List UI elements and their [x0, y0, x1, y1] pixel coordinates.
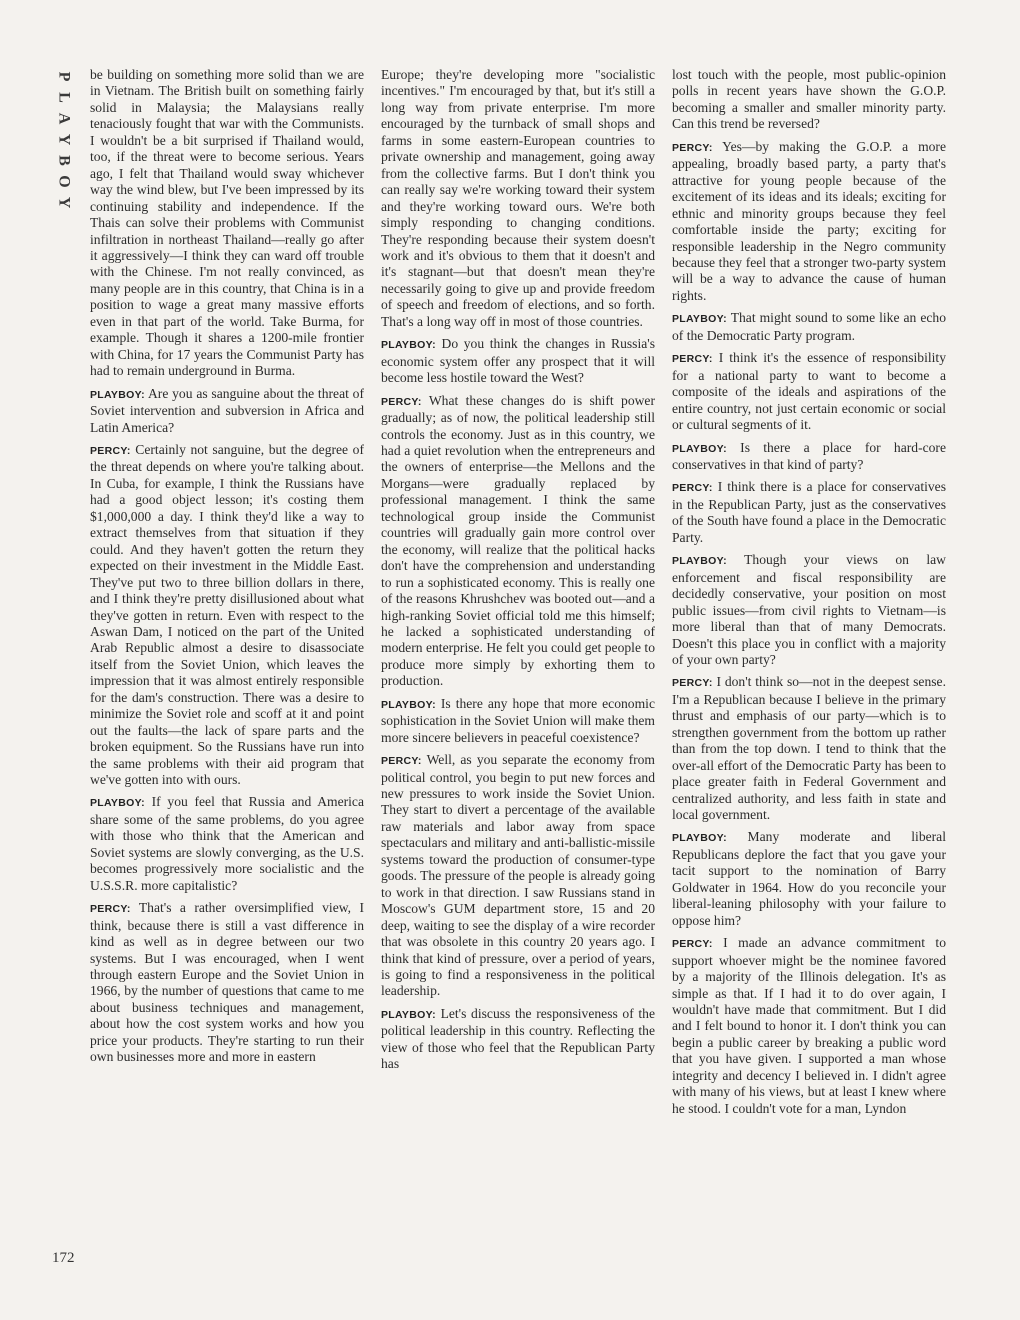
paragraph-text: Let's discuss the responsiveness of the political leadership in this country. Reflecting the view of those who feel that the Republican Party has	[381, 1005, 655, 1072]
speaker-label: PLAYBOY:	[672, 313, 727, 326]
paragraph-text: Many moderate and liberal Republicans deplore the fact that you gave your tacit support to the nomination of Barry Goldwater in 1964. How do you reconcile your liberal-leaning philosophy with your failure to oppose him?	[672, 829, 946, 928]
paragraph	[90, 386, 364, 436]
speaker-label: PERCY:	[381, 755, 422, 768]
paragraph-text: be building on something more solid than we are in Vietnam. The British built on something fairly solid in Malaysia; the Malaysians really tenaciously fought that war with the Communists. I wouldn't be a bit surprised if Thailand would, too, if the threat were to become serious. Years ago, I felt that Thailand would sway whichever way the wind blew, but I've been impressed by its continuing stability and independence. If the Thais can solve their problems with Communist infiltration in northeast Thailand—really go after it aggressively—I think they can ward off trouble with the Chinese. I'm not really convinced, as many people are in this country, that China is in a position to wage a great many massive efforts even in that part of the world. Take Burma, for example. Though it shares a 1200-mile frontier with China, for 17 years the Communist Party has had to remain underground in Burma.	[90, 67, 364, 379]
paragraph-text: That might sound to some like an echo of the Democratic Party program.	[672, 310, 946, 343]
paragraph	[672, 350, 946, 433]
paragraph-text: Certainly not sanguine, but the degree of the threat depends on where you're talking about. In Cuba, for example, I think the Russians have had a good object lesson; it's costing them $1,000,000 a day. I think they'd like a way to extract themselves from that situation if they could. And they haven't gotten the return they expected on their investment in the Middle East. They've put two to three billion dollars in there, and I think they're pretty disillusioned about what they've gotten in return. Even with respect to the Aswan Dam, I noticed on the part of the United Arab Republic almost a desire to disassociate itself from the Soviet Union, which leaves the impression that it was almost entirely responsible for the dam's construction. There was a desire to minimize the Soviet role and scoff at it and point out the faults—the lack of spare parts and the broken equipment. So the Russians have run into the same problems with their aid program that we've gotten into with ours.	[90, 441, 364, 788]
paragraph	[381, 336, 655, 386]
paragraph-text: Yes—by making the G.O.P. a more appealing, broadly based party, a party that's attractive for young people because of the excitement of its ideas and its ideals; exciting for ethnic and minority groups because they feel comfortable inside the party; exciting for responsible leadership in the Negro community because they feel that a stronger two-party system will be a way to advance the cause of human rights.	[672, 138, 946, 303]
paragraph	[381, 393, 655, 690]
paragraph-text: If you feel that Russia and America share some of the same problems, do you agree with those who think that the American and Soviet systems are slowly converging, as the U.S. becomes progressively more socialistic and the U.S.S.R. more capitalistic?	[90, 794, 364, 893]
paragraph-text: That's a rather oversimplified view, I think, because there is still a vast difference in kind as well as in degree between our two systems. But I was encouraged, when I went through eastern Europe and the Soviet Union in 1966, by the number of questions that came to me about business techniques and management, about how the cost system works and how you price your products. They're starting to run their own businesses more and more in eastern	[90, 900, 364, 1065]
speaker-label: PLAYBOY:	[90, 388, 145, 401]
paragraph	[672, 674, 946, 823]
paragraph	[672, 552, 946, 668]
paragraph	[672, 440, 946, 474]
paragraph	[90, 442, 364, 789]
paragraph-text: Are you as sanguine about the threat of Soviet intervention and subversion in Africa and Latin America?	[90, 385, 364, 435]
text-column-2	[381, 67, 655, 1272]
paragraph-text: I made an advance commitment to support whoever might be the nominee favored by a majority of the Illinois delegation. It's as simple as that. If I had it to do over again, I wouldn't have made that commitment. But I did and I felt bound to honor it. I don't think you can begin a public career by breaking a public word that you have given. I supported a man whose integrity and decency I believed in. I didn't agree with many of his views, but at least I knew where he stood. I couldn't vote for a man, Lyndon	[672, 935, 946, 1116]
magazine-title-letter: Y	[55, 133, 73, 146]
speaker-label: PERCY:	[672, 141, 713, 154]
paragraph-text: lost touch with the people, most public-opinion polls in recent years have shown the G.O.P. becoming a smaller and smaller minority party. Can this trend be reversed?	[672, 67, 946, 132]
paragraph-text: I think there is a place for conservatives in the Republican Party, just as the conservatives of the South have found a place in the Democratic Party.	[672, 479, 946, 545]
paragraph	[672, 67, 946, 133]
speaker-label: PERCY:	[672, 677, 713, 690]
magazine-title-letter: P	[55, 71, 73, 82]
magazine-title-letter: A	[55, 112, 73, 125]
paragraph-text: Is there a place for hard-core conservatives in that kind of party?	[672, 439, 946, 472]
speaker-label: PLAYBOY:	[381, 339, 436, 352]
paragraph-text: Though your views on law enforcement and fiscal responsibility are decidedly conservative, your position on most public issues—from civil rights to Vietnam—is more liberal than that of many Democrats. Doesn't this place you in conflict with a majority of your own party?	[672, 552, 946, 667]
speaker-label: PLAYBOY:	[381, 698, 436, 711]
paragraph	[381, 696, 655, 746]
page-number: 172	[52, 1250, 75, 1266]
paragraph	[381, 752, 655, 1000]
speaker-label: PERCY:	[672, 938, 713, 951]
paragraph	[90, 900, 364, 1066]
magazine-title-letter: O	[55, 175, 73, 188]
paragraph	[90, 794, 364, 894]
speaker-label: PERCY:	[672, 482, 713, 495]
speaker-label: PLAYBOY:	[672, 555, 727, 568]
speaker-label: PERCY:	[672, 353, 713, 366]
magazine-title	[52, 66, 76, 213]
paragraph	[90, 67, 364, 380]
paragraph	[381, 1006, 655, 1073]
text-column-3	[672, 67, 946, 1272]
paragraph	[672, 479, 946, 546]
speaker-label: PLAYBOY:	[672, 442, 727, 455]
paragraph	[672, 139, 946, 305]
paragraph-text: What these changes do is shift power gradually; as of now, the political leadership still controls the economy. Just as in this country, we had a quiet revolution when the entrepreneurs and the owners of enterprise—the Mellons and the Morgans—were gradually replaced by professional management. I think the same technological group inside the Communist countries will gradually gain more control over the economy, will realize that the political hacks don't have the comprehension and understanding to run a sophisticated economy. This is really one of the reasons Khrushchev was booted out—and a high-ranking Soviet official told me this himself; he lacked a sophisticated understanding of modern enterprise. He felt you could get people to produce more simply by exhorting them to production.	[381, 392, 655, 689]
magazine-title-letter: Y	[55, 196, 73, 209]
magazine-title-letter: B	[55, 155, 73, 166]
paragraph-text: Do you think the changes in Russia's economic system offer any prospect that it will become less hostile toward the West?	[381, 336, 655, 386]
paragraph-text: I think it's the essence of responsibility for a national party to want to become a composite of the ideals and aspirations of the entire country, not just certain economic or social or cultural segments of it.	[672, 350, 946, 433]
speaker-label: PERCY:	[90, 903, 131, 916]
speaker-label: PLAYBOY:	[90, 797, 145, 810]
magazine-title-letter: L	[55, 92, 73, 103]
paragraph	[672, 829, 946, 929]
paragraph-text: I don't think so—not in the deepest sense. I'm a Republican because I believe in the primary thrust and emphasis of our party—which is to strengthen government from the bottom up rather than from the top down. I tend to think that the over-all effort of the Democratic Party has been to place greater faith in Federal Government and centralized authority, and less faith in state and local government.	[672, 674, 946, 823]
speaker-label: PERCY:	[381, 395, 422, 408]
speaker-label: PERCY:	[90, 444, 131, 457]
paragraph-text: Europe; they're developing more "socialistic incentives." I'm encouraged by that, but it's still a long way from private enterprise. I'm more encouraged by the turnback of small shops and farms in some eastern-European countries to private ownership and management, going away from the collective farms. But I don't think you can really say we're working toward their system and they're working toward ours. We're both simply responding to changing conditions. They're responding because their system doesn't work and it's obvious to them that it doesn't and it's stagnant—but that doesn't mean they're necessarily going to give up and provide freedom of speech and freedom of elections, and so forth. That's a long way off in most of those countries.	[381, 67, 655, 329]
speaker-label: PLAYBOY:	[672, 832, 727, 845]
paragraph	[672, 310, 946, 344]
speaker-label: PLAYBOY:	[381, 1008, 436, 1021]
text-column-1	[90, 67, 364, 1272]
paragraph-text: Well, as you separate the economy from political control, you begin to put new forces and new pressures to work inside the Soviet Union. They start to divert a percentage of the available raw materials and labor away from space spectaculars and military and anti-ballistic-missile systems toward the production of consumer-type goods. The pressure of the people is already going to work in that direction. I saw Russians stand in Moscow's GUM department store, 15 and 20 deep, waiting to see the display of a wire recorder that was obsolete in this country 20 years ago. I think that kind of pressure, over a period of years, is going to find a responsiveness in the political leadership.	[381, 752, 655, 999]
paragraph	[381, 67, 655, 330]
paragraph-text: Is there any hope that more economic sophistication in the Soviet Union will make them more sincere believers in peaceful coexistence?	[381, 695, 655, 745]
paragraph	[672, 935, 946, 1117]
